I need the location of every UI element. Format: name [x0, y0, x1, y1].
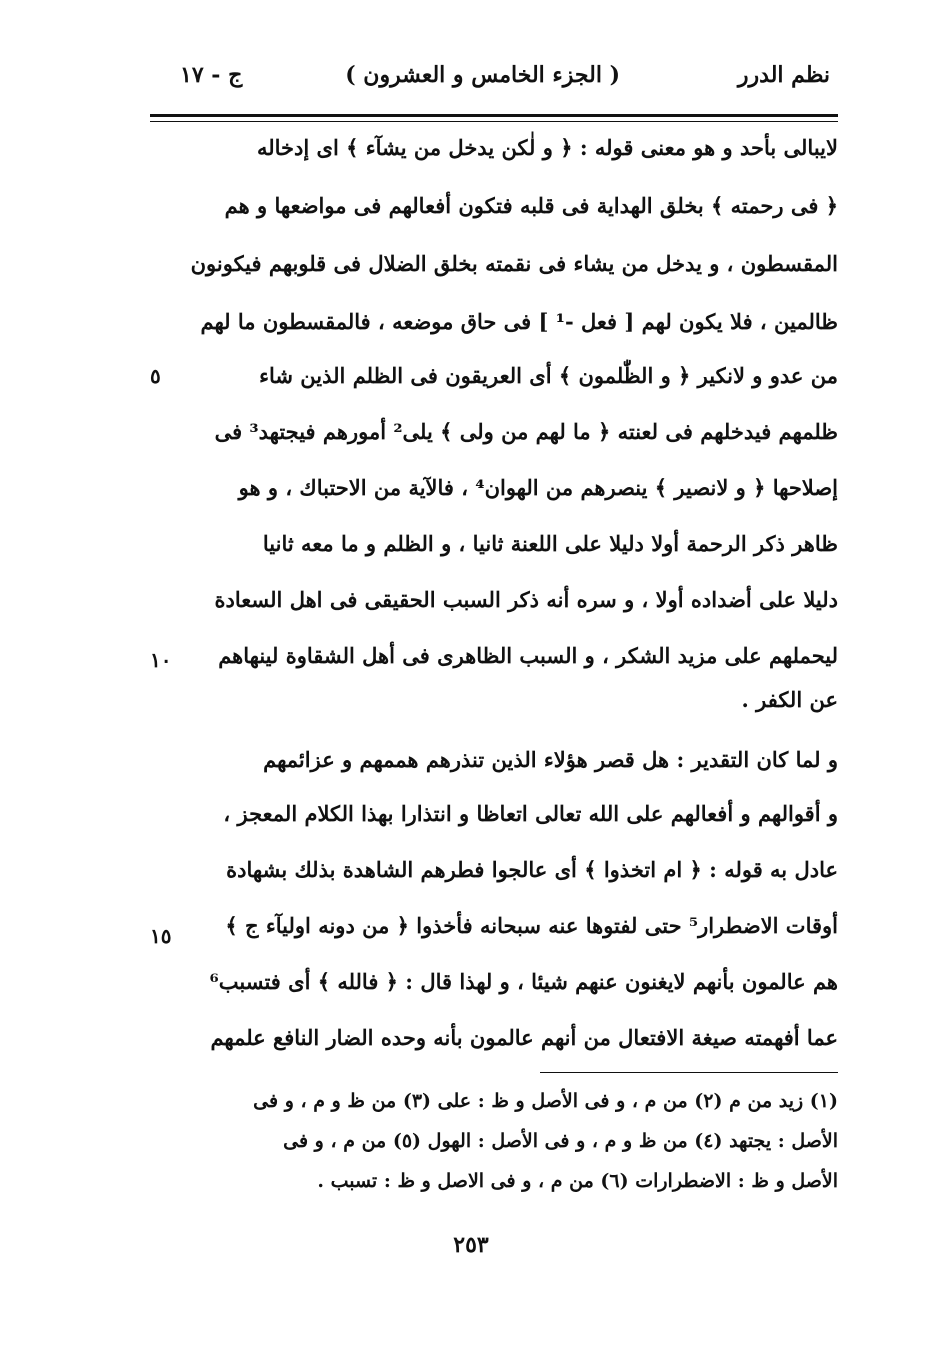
header-rule-thick: [150, 114, 838, 117]
header-rule-thin: [150, 121, 838, 122]
footnote-line: الأصل : يجتهد (٤) من ظ و م ، و فى الأصل : الهول (٥) من م ، و فى: [283, 1130, 838, 1152]
text-line: ليحملهم على مزيد الشكر ، و السبب الظاهرى فى أهل الشقاوة لينهاهم: [218, 643, 838, 668]
text-line: عادل به قوله : ﴿ ام اتخذوا ﴾ أى عالجوا فطرهم الشاهدة بذلك بشهادة: [226, 857, 838, 882]
footnote-line: (١) زيد من م (٢) من م ، و فى الأصل و ظ : على (٣) من ظ و م ، و فى: [253, 1090, 838, 1112]
text-line: ظالمين ، فلا يكون لهم [ فعل -¹ ] فى حاق موضعه ، فالمقسطون ما لهم: [200, 309, 838, 334]
text-line: و أقوالهم و أفعالهم على الله تعالى اتعاظا و انتذارا بهذا الكلام المعجز ،: [223, 801, 838, 826]
text-line: ﴿ فى رحمته ﴾ بخلق الهداية فى قلبه فتكون أفعالهم فى مواضعها و هم: [224, 193, 838, 218]
text-line: هم عالمون بأنهم لايغنون عنهم شيئا ، و لهذا قال : ﴿ فالله ﴾ أى فتسبب⁶: [209, 969, 838, 994]
part-title: ( الجزء الخامس و العشرون ): [345, 62, 620, 88]
text-line: دليلا على أضداده أولا ، و سره أنه ذكر السبب الحقيقى فى اهل السعادة: [214, 587, 838, 612]
main-text-paragraph-2: [178, 740, 838, 1060]
line-number-5: ٥: [150, 364, 161, 388]
page-number: ٢٥٣: [453, 1232, 489, 1258]
text-line: ظاهر ذكر الرحمة أولا دليلا على اللعنة ثانيا ، و الظلم و ما معه ثانيا: [262, 531, 838, 556]
text-line: إصلاحها ﴿ و لانصير ﴾ ينصرهم من الهوان⁴ ، فالآية من الاحتباك ، و هو: [238, 475, 838, 500]
text-line: ظلمهم فيدخلهم فى لعنته ﴿ ما لهم من ولى ﴾ يلى² أمورهم فيجتهد³ فى: [214, 419, 838, 444]
footnote-line: الأصل و ظ : الاضطرارات (٦) من م ، و فى الاصل و ظ : تسبب .: [317, 1170, 838, 1192]
text-line: من عدو و لانكير ﴿ و الظّٰلمون ﴾ أى العريقون فى الظلم الذين شاء: [259, 363, 838, 388]
page-header: [150, 62, 830, 102]
text-line: المقسطون ، و يدخل من يشاء فى نقمته بخلق الضلال فى قلوبهم فيكونون: [190, 251, 838, 276]
text-line: لايبالى بأحد و هو معنى قوله : ﴿ و لٰكن يدخل من يشآء ﴾ اى إدخاله: [256, 135, 838, 160]
text-line: و لما كان التقدير : هل قصر هؤلاء الذين تنذرهم هممهم و عزائمهم: [263, 747, 838, 772]
main-text: [178, 128, 838, 728]
text-line: عن الكفر .: [741, 687, 838, 712]
text-line: عما أفهمته صيغة الافتعال من أنهم عالمون بأنه وحده الضار النافع علمهم: [210, 1025, 838, 1050]
line-number-10: ١٠: [150, 648, 172, 672]
page-reference: ج - ١٧: [180, 62, 243, 88]
line-number-15: ١٥: [150, 924, 172, 948]
footnote-separator: [540, 1072, 838, 1073]
text-line: أوقات الاضطرار⁵ حتى لفتوها عنه سبحانه فأخذوا ﴿ من دونه اوليآء ج ﴾: [225, 913, 838, 938]
book-title: نظم الدرر: [737, 62, 830, 88]
